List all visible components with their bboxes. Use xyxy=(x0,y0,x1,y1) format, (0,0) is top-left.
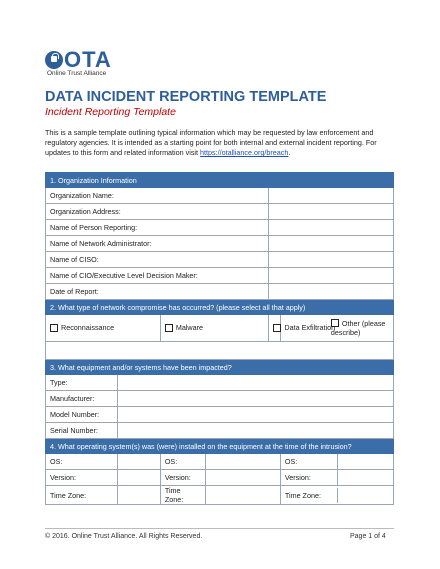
footer-divider xyxy=(45,528,394,529)
model-number-field[interactable] xyxy=(117,407,393,423)
table-row xyxy=(46,188,394,204)
intro-text: This is a sample template outlining typical information which may be requested by law enforcement and regulatory agencies. It is intended as a starting point for both internal and external incident reporting. For updates to this form and related information visit xyxy=(45,128,377,157)
field-label: OS: xyxy=(46,454,118,470)
version-field-1[interactable] xyxy=(117,470,160,486)
table-row xyxy=(46,204,394,220)
option-other[interactable]: Other (please describe) xyxy=(280,315,393,342)
table-row xyxy=(46,236,394,252)
field-label: Name of CISO: xyxy=(46,252,269,268)
os-pair-3[interactable] xyxy=(280,454,393,470)
field-label: Name of Network Administrator: xyxy=(46,236,269,252)
timezone-field-1[interactable] xyxy=(117,486,160,505)
timezone-field-2[interactable] xyxy=(205,486,280,505)
table-row xyxy=(46,407,394,423)
field-label: Time Zone: xyxy=(46,486,118,505)
logo-text: OTA xyxy=(64,47,112,72)
page-subtitle: Incident Reporting Template xyxy=(45,106,176,118)
section-2-header: 2. What type of network compromise has occurred? (please select all that apply) xyxy=(46,300,394,315)
table-row xyxy=(46,252,394,268)
table-row xyxy=(46,391,394,407)
other-description-field[interactable] xyxy=(46,342,394,360)
organization-address-field[interactable] xyxy=(269,204,394,220)
field-label: Manufacturer: xyxy=(46,391,118,407)
field-label: Organization Name: xyxy=(46,188,269,204)
page-title: DATA INCIDENT REPORTING TEMPLATE xyxy=(45,89,327,105)
section-4-header: 4. What operating system(s) was (were) installed on the equipment at the time of the intrusion? xyxy=(46,439,394,454)
cio-field[interactable] xyxy=(269,268,394,284)
logo-subtext: Online Trust Alliance xyxy=(47,70,107,77)
os-field-1[interactable] xyxy=(117,454,160,470)
table-row xyxy=(46,268,394,284)
option-reconnaissance[interactable]: Reconnaissance xyxy=(46,315,161,342)
option-data-exfiltration[interactable]: Data Exfiltration xyxy=(269,315,280,342)
incident-form-table xyxy=(45,172,394,505)
field-label: Time Zone: xyxy=(281,488,338,503)
field-label: Time Zone: xyxy=(160,486,205,505)
checkbox-icon[interactable] xyxy=(273,324,281,332)
field-label: Name of CIO/Executive Level Decision Maker: xyxy=(46,268,269,284)
section-1-header: 1. Organization Information xyxy=(46,173,394,188)
table-row xyxy=(46,284,394,300)
timezone-pair-3[interactable] xyxy=(280,486,393,505)
field-label: Date of Report: xyxy=(46,284,269,300)
table-row xyxy=(46,342,394,360)
ota-logo xyxy=(45,47,115,82)
field-label: Version: xyxy=(160,470,205,486)
table-row xyxy=(46,220,394,236)
version-pair-3[interactable] xyxy=(280,470,393,486)
table-row xyxy=(46,470,394,486)
logo-mark xyxy=(45,47,112,72)
field-label: Version: xyxy=(46,470,118,486)
date-of-report-field[interactable] xyxy=(269,284,394,300)
checkbox-icon[interactable] xyxy=(331,319,339,327)
table-row xyxy=(46,454,394,470)
table-row xyxy=(46,315,394,342)
table-row xyxy=(46,423,394,439)
breach-link[interactable]: https://otalliance.org/breach xyxy=(200,148,289,157)
option-malware[interactable]: Malware xyxy=(160,315,269,342)
equipment-type-field[interactable] xyxy=(117,375,393,391)
checkbox-icon[interactable] xyxy=(50,324,58,332)
manufacturer-field[interactable] xyxy=(117,391,393,407)
field-label: Serial Number: xyxy=(46,423,118,439)
field-label: Version: xyxy=(281,470,338,485)
table-row xyxy=(46,375,394,391)
intro-paragraph xyxy=(45,128,395,158)
version-field-2[interactable] xyxy=(205,470,280,486)
checkbox-icon[interactable] xyxy=(165,324,173,332)
serial-number-field[interactable] xyxy=(117,423,393,439)
person-reporting-field[interactable] xyxy=(269,220,394,236)
footer-page-number: Page 1 of 4 xyxy=(350,533,386,540)
field-label: Organization Address: xyxy=(46,204,269,220)
field-label: Name of Person Reporting: xyxy=(46,220,269,236)
table-row xyxy=(46,486,394,505)
organization-name-field[interactable] xyxy=(269,188,394,204)
lock-icon xyxy=(45,51,63,69)
footer-copyright: © 2016. Online Trust Alliance. All Rights Reserved. xyxy=(45,533,203,540)
intro-suffix: . xyxy=(288,148,291,157)
field-label: Model Number: xyxy=(46,407,118,423)
field-label: OS: xyxy=(281,454,338,469)
network-admin-field[interactable] xyxy=(269,236,394,252)
os-field-2[interactable] xyxy=(205,454,280,470)
field-label: OS: xyxy=(160,454,205,470)
section-3-header: 3. What equipment and/or systems have been impacted? xyxy=(46,360,394,375)
field-label: Type: xyxy=(46,375,118,391)
ciso-field[interactable] xyxy=(269,252,394,268)
